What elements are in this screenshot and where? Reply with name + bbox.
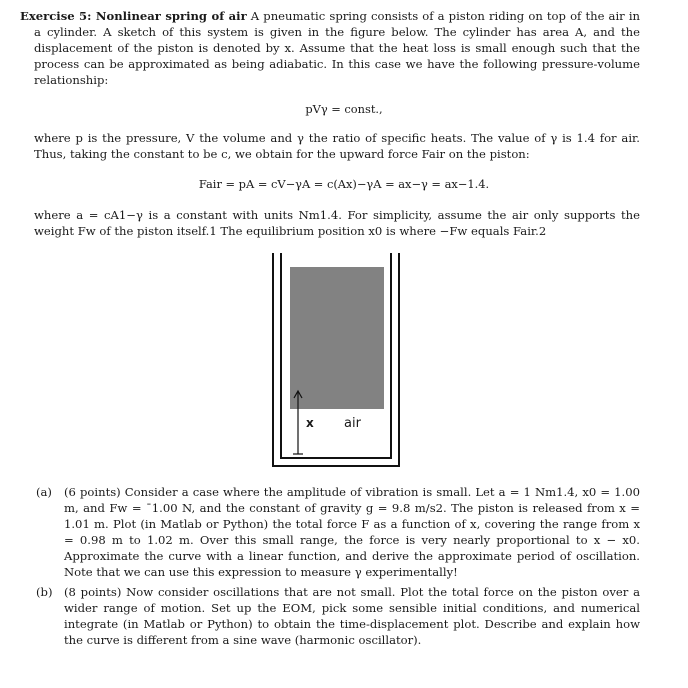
equation-pressure-volume: pVγ = const.,	[305, 102, 383, 116]
paragraph-definitions: where p is the pressure, V the volume and γ the ratio of specific heats. The value of γ is 1.4 for air. Thus, taking the constant to be c, we obtain for the upward force Fair on the piston:	[34, 131, 640, 161]
intro-text: A pneumatic spring consists of a piston riding on top of the air in a cylinder. A sketch of this system is given in the figure below. The cylinder has area A, and the displacement of the piston is denoted by x. Assume that the heat loss is small enough such that the process can be approximated as being adiabatic. In this case we have the following pressure-volume relationship:	[34, 9, 640, 87]
part-a	[38, 484, 640, 580]
part-b	[38, 584, 640, 648]
part-b-text: (8 points) Now consider oscillations that are not small. Plot the total force on the piston over a wider range of motion. Set up the EOM, pick some sensible initial conditions, and numerical integrate (in Matlab or Python) to obtain the time-displacement plot. Describe and explain how the curve is different from a sine wave (harmonic oscillator).	[64, 585, 640, 647]
part-b-label: (b)	[36, 585, 53, 599]
equation-force: Fair = pA = cV−γA = c(Ax)−γA = ax−γ = ax−1.4.	[198, 177, 490, 191]
x-label: x	[306, 416, 314, 430]
displacement-arrow	[290, 388, 306, 458]
part-a-text: (6 points) Consider a case where the amplitude of vibration is small. Let a = 1 Nm1.4, x0 = 1.00 m, and Fw = ˉ1.00 N, and the constant of gravity g = 9.8 m/s2. The piston is released from x = 1.01 m. Plot (in Matlab or Python) the total force F as a function of x, covering the range from x = 0.98 m to 1.02 m. Over this small range, the force is very nearly proportional to x − x0. Approximate the curve with a linear function, and derive the approximate period of oscillation. Note that we can use this expression to measure γ experimentally!	[64, 485, 640, 579]
air-label: air	[344, 416, 361, 431]
part-a-label: (a)	[36, 485, 52, 499]
exercise-heading: Exercise 5: Nonlinear spring of air	[20, 9, 247, 23]
paragraph-constant: where a = cA1−γ is a constant with units Nm1.4. For simplicity, assume the air only supports the weight Fw of the piston itself.1 The equilibrium position x0 is where −Fw equals Fair.2	[34, 208, 640, 238]
intro-paragraph	[20, 8, 640, 88]
